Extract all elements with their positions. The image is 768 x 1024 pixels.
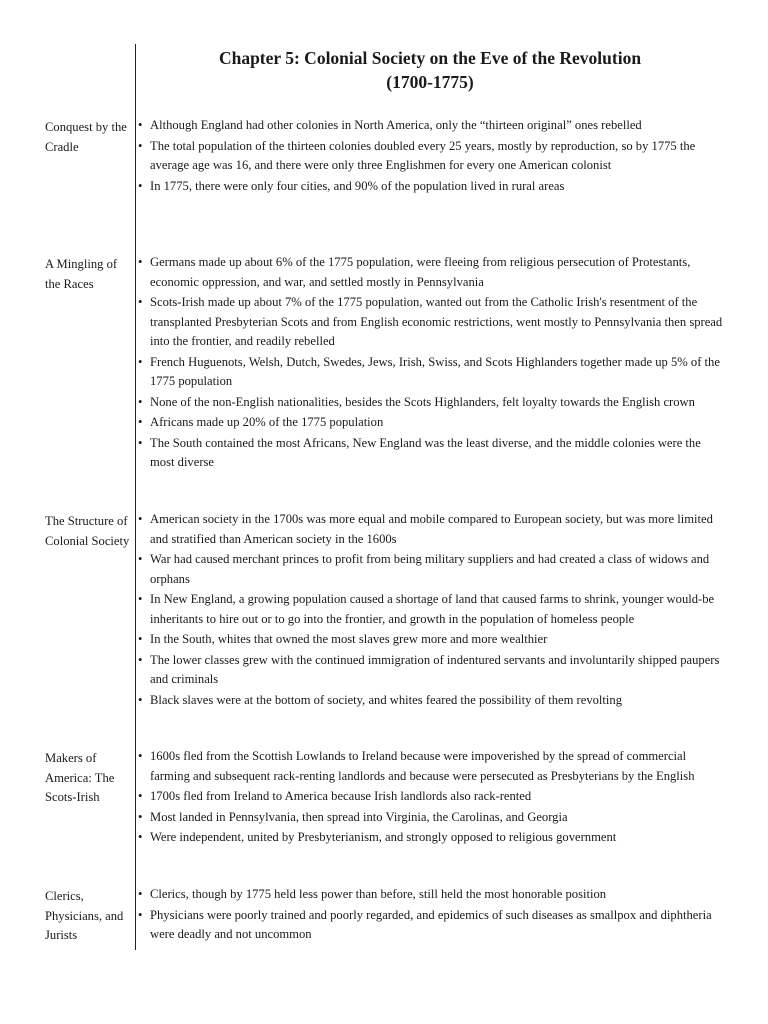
- bullet-item: • The South contained the most Africans, New England was the least diverse, and the middle colonies were the most diverse: [136, 434, 726, 473]
- bullet-item: • 1600s fled from the Scottish Lowlands to Ireland because were impoverished by the spread of commercial farming and subsequent rack-renting landlords and because were persecuted as Presbyterians by the English: [136, 747, 726, 786]
- section-label: Conquest by the Cradle: [45, 120, 127, 154]
- title-line-2: (1700-1775): [386, 72, 474, 92]
- bullet-item: • The total population of the thirteen colonies doubled every 25 years, mostly by reproduction, so by 1775 the average age was 16, and there were only three Englishmen for every one American colonist: [136, 137, 726, 176]
- bullet-item: • Scots-Irish made up about 7% of the 1775 population, wanted out from the Catholic Irish's resentment of the transplanted Presbyterian Scots and from English economic restrictions, went mostly to Pennsylvania then spread into the frontier, and readily rebelled: [136, 293, 726, 352]
- bullet-item: • In 1775, there were only four cities, and 90% of the population lived in rural areas: [136, 177, 726, 197]
- bullet-item: • American society in the 1700s was more equal and mobile compared to European society, but was more limited and stratified than American society in the 1600s: [136, 510, 726, 549]
- bullet-item: • The lower classes grew with the continued immigration of indentured servants and involuntarily shipped paupers and criminals: [136, 651, 726, 690]
- bullet-item: • Germans made up about 6% of the 1775 population, were fleeing from religious persecution of Protestants, economic oppression, and war, and settled mostly in Pennsylvania: [136, 253, 726, 292]
- page-title: [140, 46, 720, 94]
- bullet-item: • Were independent, united by Presbyterianism, and strongly opposed to religious government: [136, 828, 726, 848]
- bullet-list: [136, 116, 726, 197]
- section-label: A Mingling of the Races: [45, 257, 118, 291]
- bullet-item: • French Huguenots, Welsh, Dutch, Swedes, Jews, Irish, Swiss, and Scots Highlanders together made up 5% of the 1775 population: [136, 353, 726, 392]
- bullet-item: • Clerics, though by 1775 held less power than before, still held the most honorable position: [136, 885, 726, 905]
- bullet-item: • None of the non-English nationalities, besides the Scots Highlanders, felt loyalty towards the English crown: [136, 393, 726, 413]
- bullet-item: • Most landed in Pennsylvania, then spread into Virginia, the Carolinas, and Georgia: [136, 808, 726, 828]
- bullet-item: • Black slaves were at the bottom of society, and whites feared the possibility of them revolting: [136, 691, 726, 711]
- bullet-list: [136, 253, 726, 474]
- section-label: Makers of America: The Scots-Irish: [45, 751, 115, 804]
- bullet-list: [136, 510, 726, 711]
- bullet-item: • In New England, a growing population caused a shortage of land that caused farms to shrink, younger would-be inheritants to hire out or to go into the frontier, and growth in the population of homeless people: [136, 590, 726, 629]
- section-label: Clerics, Physicians, and Jurists: [45, 889, 124, 942]
- bullet-list: [136, 885, 726, 946]
- bullet-item: • Although England had other colonies in North America, only the “thirteen original” ones rebelled: [136, 116, 726, 136]
- bullet-item: • War had caused merchant princes to profit from being military suppliers and had created a class of widows and orphans: [136, 550, 726, 589]
- bullet-item: • Physicians were poorly trained and poorly regarded, and epidemics of such diseases as smallpox and diphtheria were deadly and not uncommon: [136, 906, 726, 945]
- title-line-1: Chapter 5: Colonial Society on the Eve of the Revolution: [218, 48, 642, 68]
- bullet-item: • 1700s fled from Ireland to America because Irish landlords also rack-rented: [136, 787, 726, 807]
- section-label: The Structure of Colonial Society: [45, 514, 130, 548]
- bullet-item: • In the South, whites that owned the most slaves grew more and more wealthier: [136, 630, 726, 650]
- bullet-list: [136, 747, 726, 849]
- bullet-item: • Africans made up 20% of the 1775 population: [136, 413, 726, 433]
